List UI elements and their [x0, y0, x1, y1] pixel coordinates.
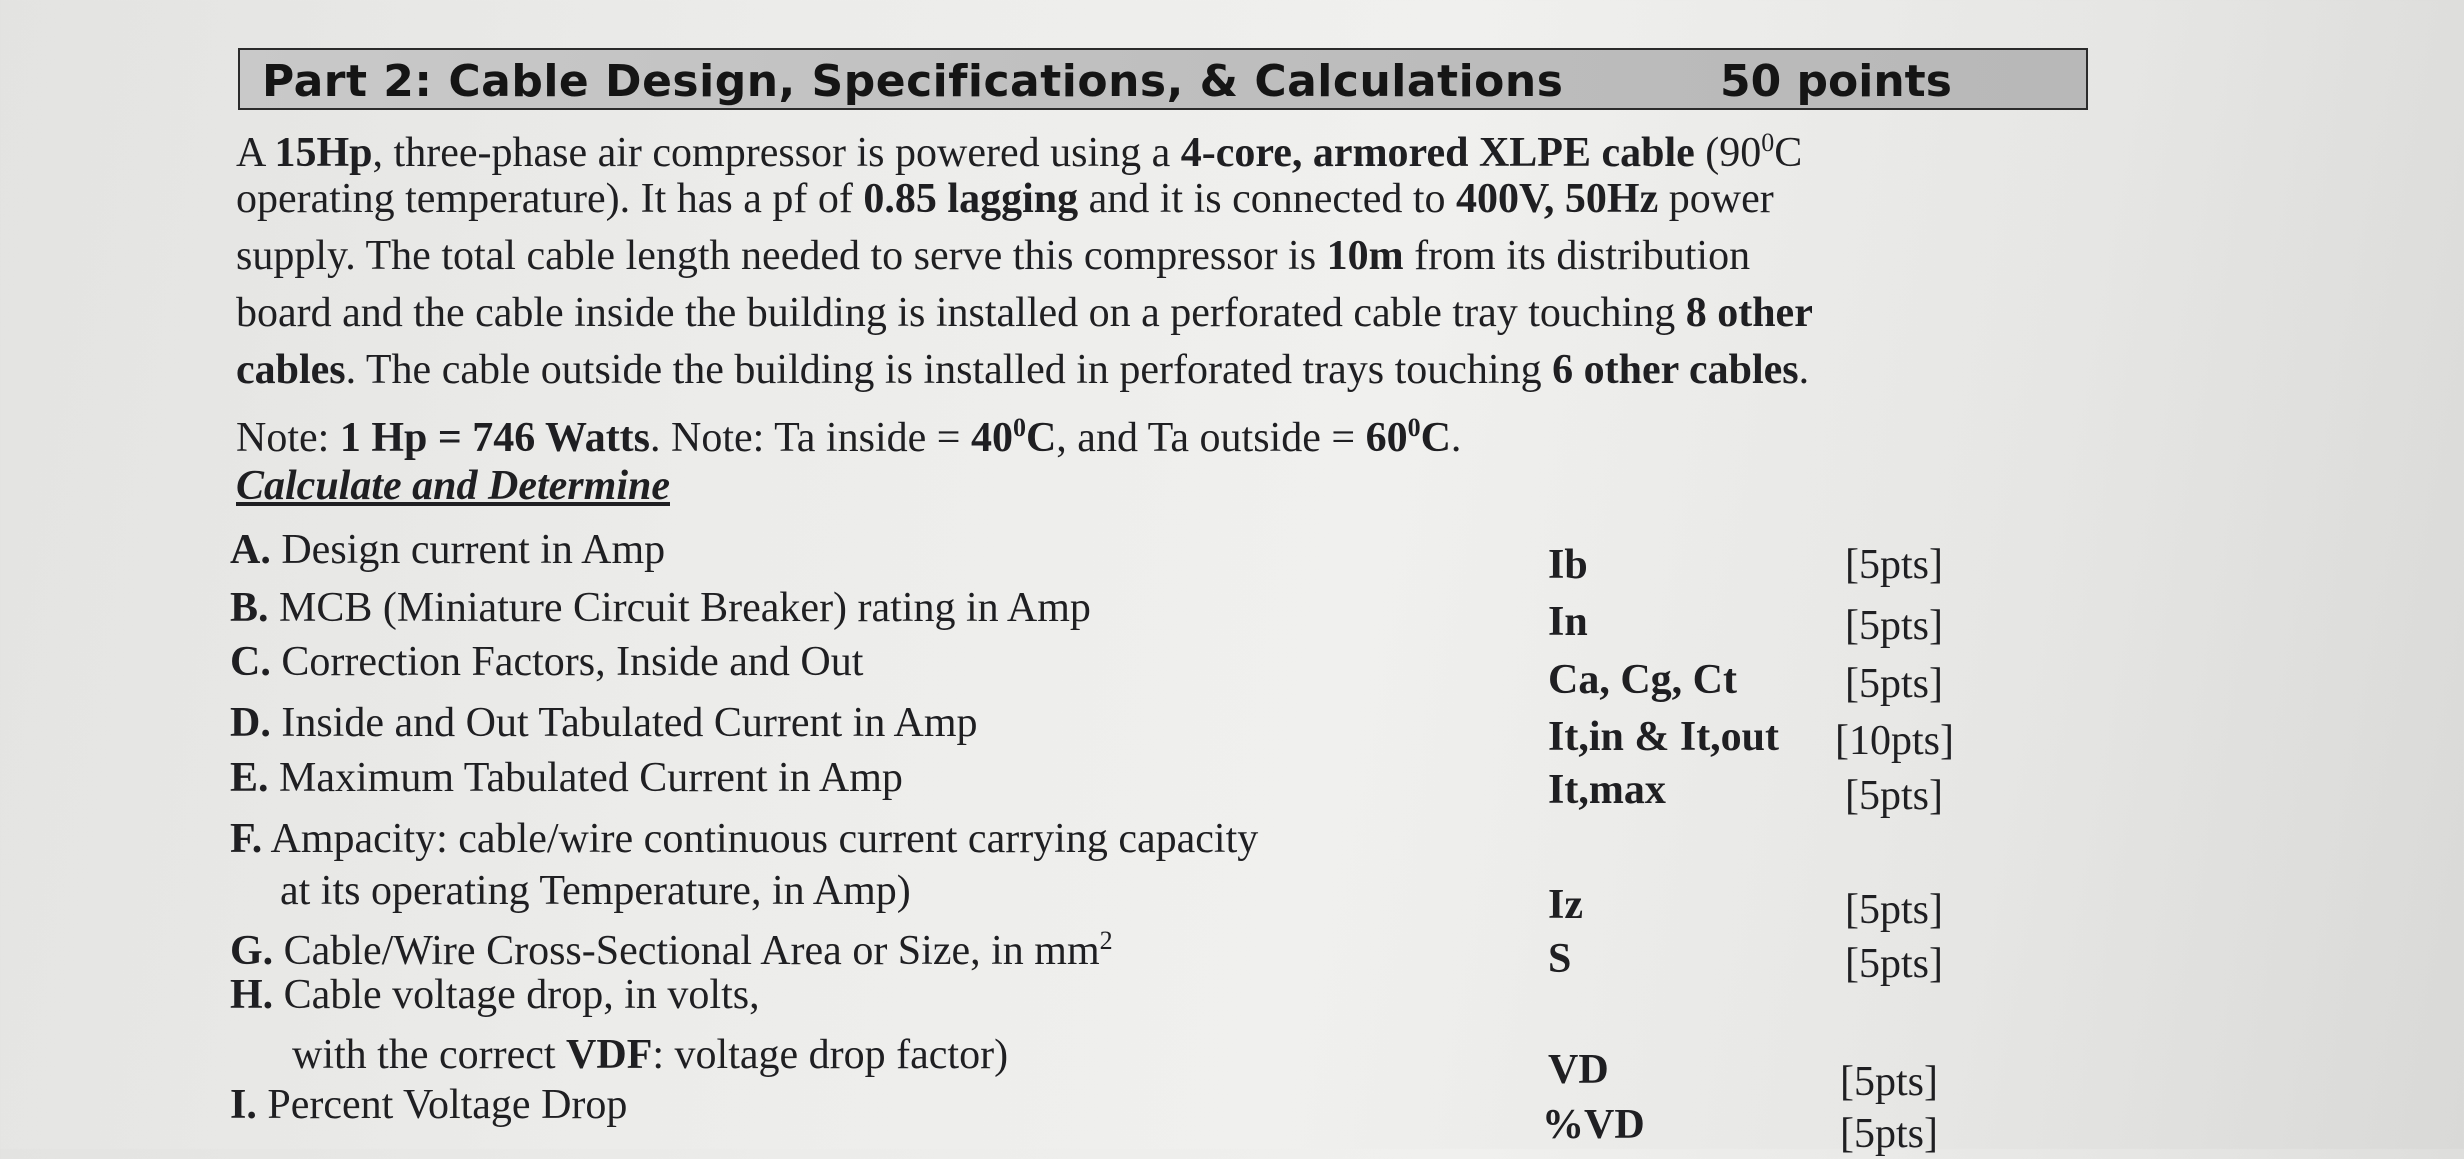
- symbol-percent-vd: %VD: [1542, 1102, 1645, 1148]
- question-text: Percent Voltage Drop: [256, 1082, 628, 1128]
- problem-line-4: [236, 285, 2106, 342]
- part-points: 50 points: [1720, 56, 1952, 107]
- text-span: . The cable outside the building is installed in perforated trays touching: [345, 347, 1553, 393]
- question-a: [230, 525, 665, 575]
- text-span: supply. The total cable length needed to serve this compressor is: [236, 233, 1327, 279]
- text-span: .: [1798, 347, 1810, 393]
- degree-sup: 0: [1012, 413, 1026, 442]
- bold-span: [1366, 415, 1451, 461]
- text-span: . Note: Ta inside =: [650, 415, 971, 461]
- question-letter: B.: [230, 585, 269, 631]
- text-span: C: [1774, 130, 1803, 176]
- text-span: C: [1025, 415, 1057, 461]
- degree-sup: 0: [1407, 413, 1421, 442]
- text-span: 60: [1365, 415, 1408, 461]
- text-span: , and Ta outside =: [1056, 415, 1366, 461]
- text-span: : voltage drop factor): [652, 1032, 1009, 1078]
- points-c: [5pts]: [1845, 661, 1943, 707]
- symbol-in: In: [1548, 599, 1588, 645]
- bold-span: cables: [236, 347, 346, 393]
- text-span: with the correct: [292, 1032, 567, 1078]
- question-h-continued: [292, 1030, 1008, 1080]
- text-span: A: [236, 130, 275, 176]
- text-span: , three-phase air compressor is powered using a: [372, 130, 1181, 176]
- symbol-ca-cg-ct: Ca, Cg, Ct: [1548, 657, 1737, 703]
- question-letter: C.: [230, 639, 271, 685]
- question-text: Design current in Amp: [270, 527, 666, 573]
- question-letter: D.: [230, 700, 271, 746]
- question-letter: E.: [230, 755, 269, 801]
- question-e: [230, 753, 903, 803]
- points-e: [5pts]: [1845, 773, 1943, 819]
- symbol-it-max: It,max: [1548, 767, 1666, 813]
- question-letter: A.: [230, 527, 271, 573]
- question-letter: F.: [230, 816, 263, 862]
- points-i: [5pts]: [1840, 1111, 1938, 1157]
- superscript: 2: [1099, 926, 1113, 955]
- question-text: Maximum Tabulated Current in Amp: [268, 755, 903, 801]
- question-letter: G.: [230, 928, 274, 974]
- bold-span: 15Hp: [274, 130, 373, 176]
- text-span: (90: [1694, 130, 1762, 176]
- bold-span: 6 other cables: [1552, 347, 1799, 393]
- bold-span: 0.85 lagging: [863, 176, 1079, 222]
- points-b: [5pts]: [1845, 603, 1943, 649]
- text-span: board and the cable inside the building is installed on a perforated cable tray touching: [236, 290, 1686, 336]
- bold-span: [971, 415, 1056, 461]
- part-header: [238, 48, 2088, 110]
- question-f: [230, 814, 1258, 864]
- problem-line-3: [236, 228, 2106, 285]
- bold-span: 4-core, armored XLPE cable: [1180, 130, 1695, 176]
- question-f-continued: at its operating Temperature, in Amp): [280, 868, 911, 914]
- text-span: .: [1450, 415, 1462, 461]
- problem-line-1: [236, 114, 2106, 176]
- problem-statement: [236, 114, 2106, 461]
- symbol-vd: VD: [1548, 1047, 1609, 1093]
- question-i: [230, 1080, 627, 1130]
- points-g: [5pts]: [1845, 941, 1943, 987]
- symbol-iz: Iz: [1548, 882, 1583, 928]
- points-a: [5pts]: [1845, 542, 1943, 588]
- question-text: MCB (Miniature Circuit Breaker) rating in Amp: [268, 585, 1091, 631]
- question-text: Cable voltage drop, in volts,: [273, 972, 760, 1018]
- question-b: [230, 583, 1091, 633]
- text-span: C: [1420, 415, 1451, 461]
- degree-sup: 0: [1761, 128, 1775, 157]
- section-heading: Calculate and Determine: [236, 463, 670, 509]
- question-text: Ampacity: cable/wire continuous current carrying capacity: [262, 816, 1259, 862]
- question-h: [230, 970, 760, 1020]
- question-d: [230, 698, 978, 748]
- problem-line-6: [236, 399, 2106, 461]
- problem-line-5: [236, 342, 2106, 399]
- points-f: [5pts]: [1845, 887, 1943, 933]
- text-span: power: [1658, 176, 1774, 222]
- bold-span: 10m: [1326, 233, 1404, 279]
- text-span: 40: [970, 415, 1013, 461]
- question-letter: H.: [230, 972, 274, 1018]
- points-d: [10pts]: [1835, 718, 1954, 764]
- question-letter: I.: [230, 1082, 257, 1128]
- text-span: Note:: [236, 415, 340, 461]
- bold-span: 8 other: [1685, 290, 1813, 336]
- question-text: Correction Factors, Inside and Out: [270, 639, 864, 685]
- question-text: Cable/Wire Cross-Sectional Area or Size, in mm: [273, 928, 1100, 974]
- question-c: [230, 637, 863, 687]
- problem-line-2: [236, 171, 2106, 228]
- symbol-ib: Ib: [1548, 542, 1588, 588]
- question-g: [230, 916, 1113, 976]
- points-h: [5pts]: [1840, 1059, 1938, 1105]
- bold-span: VDF: [566, 1032, 653, 1078]
- text-span: operating temperature). It has a pf of: [236, 176, 864, 222]
- text-span: from its distribution: [1403, 233, 1751, 279]
- text-span: and it is connected to: [1078, 176, 1457, 222]
- bold-span: 1 Hp = 746 Watts: [339, 415, 651, 461]
- symbol-s: S: [1548, 936, 1572, 982]
- part-title: Part 2: Cable Design, Specifications, & Calculations: [262, 56, 1564, 107]
- symbol-it-in-out: It,in & It,out: [1548, 714, 1780, 760]
- question-text: Inside and Out Tabulated Current in Amp: [270, 700, 978, 746]
- bold-span: 400V, 50Hz: [1456, 176, 1659, 222]
